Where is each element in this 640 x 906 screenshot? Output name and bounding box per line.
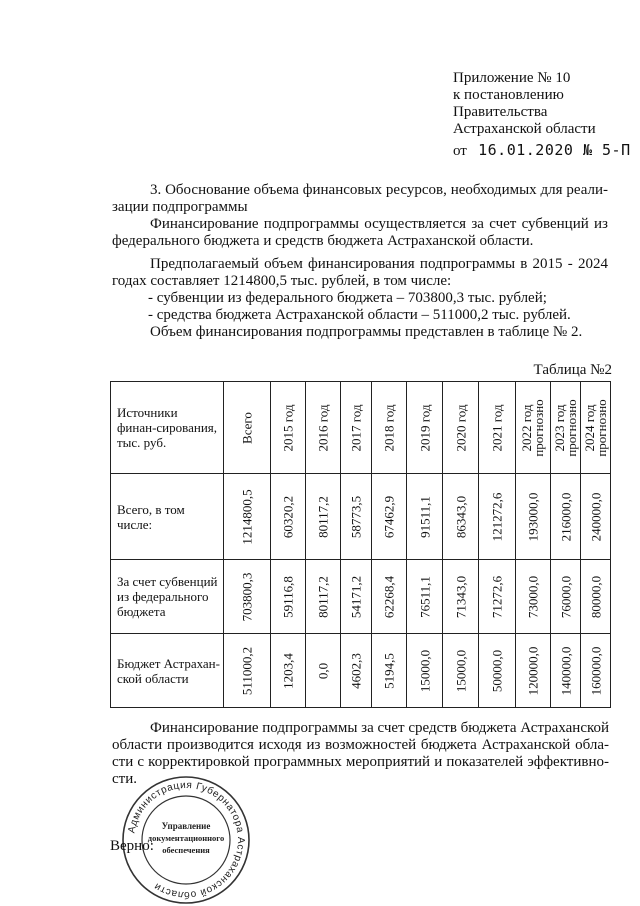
table-cell: 59116,8 xyxy=(271,560,306,634)
paragraph-1-line-2: федерального бюджета и средств бюджета Астраханской области. xyxy=(112,233,534,249)
col-header-2016: 2016 год xyxy=(306,382,341,474)
table-cell: 240000,0 xyxy=(581,474,611,560)
table-cell: 120000,0 xyxy=(516,634,551,708)
table-cell: 58773,5 xyxy=(341,474,372,560)
paragraph-3: Объем финансирования подпрограммы представлен в таблице № 2. xyxy=(150,324,583,340)
section-heading-line-1: 3. Обоснование объема финансовых ресурсов, необходимых для реали- xyxy=(150,182,608,198)
table-cell: 511000,2 xyxy=(224,634,271,708)
table-cell: 140000,0 xyxy=(551,634,581,708)
table-row xyxy=(111,474,611,560)
paragraph-2-line-1: Предполагаемый объем финансирования подпрограммы в 2015 - 2024 xyxy=(150,256,608,272)
appendix-date-stamp: 16.01.2020 № 5-П xyxy=(478,141,631,159)
seal-ring-text: Администрация Губернатора Астраханской области xyxy=(126,779,247,901)
table-header-row xyxy=(111,382,611,474)
table-cell: 15000,0 xyxy=(443,634,479,708)
footer-line-3: сти с корректировкой программных мероприятий и показателей эффективно- xyxy=(112,754,609,770)
table-cell: 76000,0 xyxy=(551,560,581,634)
table-cell: 703800,3 xyxy=(224,560,271,634)
seal-inner-2: документационного xyxy=(147,833,225,843)
financing-table xyxy=(110,381,611,708)
table-caption: Таблица №2 xyxy=(533,362,612,378)
col-header-2017: 2017 год xyxy=(341,382,372,474)
table-cell: 71272,6 xyxy=(479,560,516,634)
col-header-2021: 2021 год xyxy=(479,382,516,474)
appendix-title: Приложение № 10 xyxy=(453,70,571,86)
col-header-2018: 2018 год xyxy=(372,382,407,474)
col-header-2023: 2023 год прогнозно xyxy=(551,382,581,474)
appendix-line-2: к постановлению xyxy=(453,87,564,103)
table-cell: 80000,0 xyxy=(581,560,611,634)
row-label-federal: За счет субвенций из федерального бюджета xyxy=(111,560,224,634)
col-header-2020: 2020 год xyxy=(443,382,479,474)
col-header-2024: 2024 год прогнозно xyxy=(581,382,611,474)
appendix-line-4: Астраханской области xyxy=(453,121,596,137)
table-cell: 71343,0 xyxy=(443,560,479,634)
table-cell: 50000,0 xyxy=(479,634,516,708)
table-row xyxy=(111,560,611,634)
paragraph-1-line-1: Финансирование подпрограммы осуществляется за счет субвенций из xyxy=(150,216,608,232)
seal-inner-3: обеспечения xyxy=(162,845,210,855)
table-cell: 80117,2 xyxy=(306,474,341,560)
appendix-date-line xyxy=(453,142,631,160)
table-cell: 4602,3 xyxy=(341,634,372,708)
footer-line-4: сти. xyxy=(112,771,137,787)
row-label-total: Всего, в том числе: xyxy=(111,474,224,560)
col-header-2015: 2015 год xyxy=(271,382,306,474)
table-cell: 15000,0 xyxy=(407,634,443,708)
table-cell: 86343,0 xyxy=(443,474,479,560)
table-cell: 0,0 xyxy=(306,634,341,708)
verno-label: Верно: xyxy=(110,838,154,854)
col-header-2019: 2019 год xyxy=(407,382,443,474)
header-sources-label: Источники финан-сирования, тыс. руб. xyxy=(111,382,224,474)
bullet-regional: - средства бюджета Астраханской области – 511000,2 тыс. рублей. xyxy=(148,307,571,323)
table-cell: 121272,6 xyxy=(479,474,516,560)
table-cell: 62268,4 xyxy=(372,560,407,634)
table-cell: 216000,0 xyxy=(551,474,581,560)
table-cell: 1203,4 xyxy=(271,634,306,708)
table-cell: 67462,9 xyxy=(372,474,407,560)
table-cell: 60320,2 xyxy=(271,474,306,560)
table-cell: 54171,2 xyxy=(341,560,372,634)
appendix-date-prefix: от xyxy=(453,143,467,159)
row-label-regional: Бюджет Астрахан-ской области xyxy=(111,634,224,708)
appendix-header xyxy=(453,70,631,160)
col-header-2022: 2022 год прогнозно xyxy=(516,382,551,474)
table-cell: 76511,1 xyxy=(407,560,443,634)
table-cell: 1214800,5 xyxy=(224,474,271,560)
footer-line-2: области производится исходя из возможностей бюджета Астраханской обла- xyxy=(112,737,609,753)
seal-inner-1: Управление xyxy=(161,821,211,831)
bullet-federal: - субвенции из федерального бюджета – 703800,3 тыс. рублей; xyxy=(148,290,547,306)
table-cell: 193000,0 xyxy=(516,474,551,560)
table-cell: 80117,2 xyxy=(306,560,341,634)
table-row xyxy=(111,634,611,708)
table-cell: 73000,0 xyxy=(516,560,551,634)
section-heading-line-2: зации подпрограммы xyxy=(112,199,248,215)
table-cell: 5194,5 xyxy=(372,634,407,708)
table-cell: 91511,1 xyxy=(407,474,443,560)
table-cell: 160000,0 xyxy=(581,634,611,708)
appendix-line-3: Правительства xyxy=(453,104,548,120)
section-body xyxy=(112,182,608,341)
paragraph-2-line-2: годах составляет 1214800,5 тыс. рублей, в том числе: xyxy=(112,273,452,289)
col-header-total: Всего xyxy=(224,382,271,474)
footer-line-1: Финансирование подпрограммы за счет средств бюджета Астраханской xyxy=(150,720,610,736)
